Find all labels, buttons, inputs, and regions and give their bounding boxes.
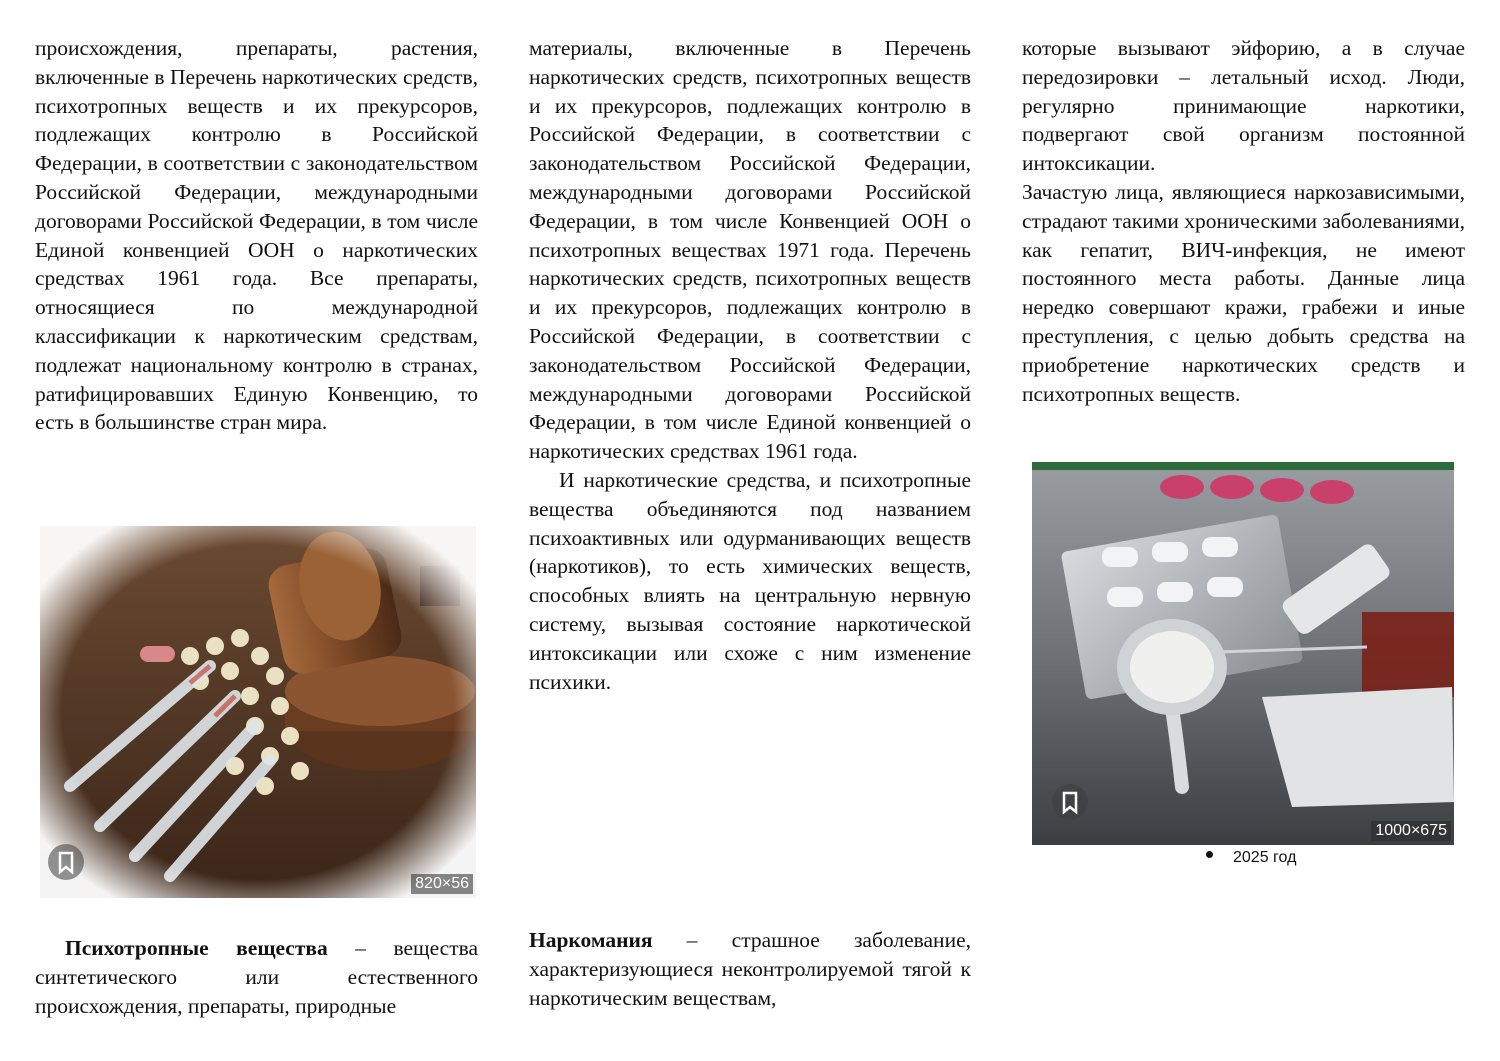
spoon-syringe-pills-photo — [1032, 462, 1454, 845]
gavel-pills-syringes-photo — [40, 526, 476, 898]
column-3 — [1022, 34, 1465, 408]
photo-caption — [1206, 849, 1296, 867]
column-2-paragraph-1: материалы, включенные в Перечень наркотических средств, психотропных веществ и их прекурсоров, подлежащих контролю в Российской Федерации, в соответствии с законодательством Российской Федерации, международными договорами Российской Федерации, в том числе Конвенцией ООН о психотропных веществах 1971 года. Перечень наркотических средств, психотропных веществ и их прекурсоров, подлежащих контролю в Российской Федерации, в соответствии с законодательством Российской Федерации, международными договорами Российской Федерации, в том числе Единой конвенцией о наркотических средствах 1961 года. — [529, 36, 971, 464]
bookmark-icon[interactable] — [1052, 784, 1088, 820]
addiction-definition — [529, 926, 971, 1012]
image-size-label: 820×56 — [411, 874, 473, 894]
column-2-paragraph-2: И наркотические средства, и психотропные вещества объединяются под названием психоактивных или одурманивающих веществ (наркотиков), то есть химических веществ, способных влиять на центральную нервную систему, вызывая состояние наркотической интоксикации или схоже с ним изменение психики. — [529, 467, 971, 694]
column-1-paragraph: происхождения, препараты, растения, включенные в Перечень наркотических средств, психотропных веществ и их прекурсоров, подлежащих контролю в Российской Федерации, в соответствии с законодательством Российской Федерации, международными договорами Российской Федерации, в том числе Единой конвенцией ООН о наркотических средствах 1961 года. Все препараты, относящиеся по международной классификации к наркотическим средствам, подлежат национальному контролю в странах, ратифицировавших Единую Конвенцию, то есть в большинстве стран мира. — [35, 36, 478, 435]
column-3-paragraph-1: которые вызывают эйфорию, а в случае передозировки – летальный исход. Люди, регулярно принимающие наркотики, подвергают свой организм постоянной интоксикации. — [1022, 36, 1465, 176]
psychotropic-text: – вещества синтетического или естественного происхождения, препараты, природные — [35, 936, 478, 1018]
psychotropic-definition — [35, 934, 478, 1020]
column-2 — [529, 34, 971, 696]
column-3-paragraph-2: Зачастую лица, являющиеся наркозависимыми, страдают такими хроническими заболеваниями, как гепатит, ВИЧ-инфекция, не имеют постоянного места работы. Данные лица нередко совершают кражи, грабежи и иные преступления, с целью добыть средства на приобретение наркотических средств и психотропных веществ. — [1022, 179, 1465, 406]
bookmark-icon[interactable] — [48, 844, 84, 880]
bullet-icon — [1206, 851, 1213, 858]
addiction-text: – страшное заболевание, характеризующиеся неконтролируемой тягой к наркотическим веществам, — [529, 928, 971, 1010]
addiction-term: Наркомания — [529, 928, 653, 952]
image-size-label: 1000×675 — [1371, 821, 1451, 841]
caption-text: 2025 год — [1233, 849, 1297, 866]
column-1 — [35, 34, 478, 437]
psychotropic-term: Психотропные вещества — [65, 936, 328, 960]
